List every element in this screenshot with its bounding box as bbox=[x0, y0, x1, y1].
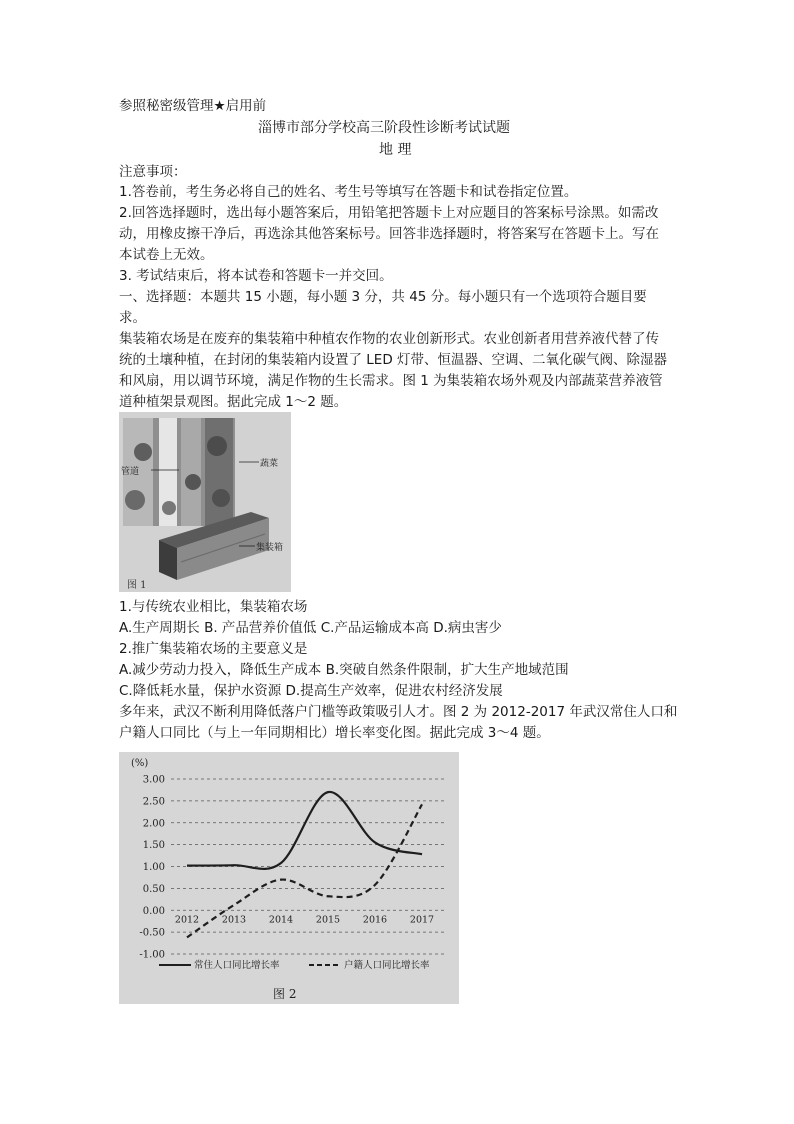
container-farm-illustration bbox=[119, 412, 291, 592]
notice-heading: 注意事项： bbox=[119, 164, 187, 180]
x-tick-label: 2014 bbox=[268, 914, 294, 926]
series-line-resident bbox=[187, 792, 422, 869]
section-heading: 求。 bbox=[119, 310, 146, 326]
y-tick-label: 1.50 bbox=[142, 840, 165, 852]
x-tick-label: 2015 bbox=[315, 914, 341, 926]
figure-2-chart bbox=[119, 752, 459, 1004]
label-pipe: 管道 bbox=[121, 467, 140, 477]
passage-line: 和风扇，用以调节环境，满足作物的生长需求。图 1 为集装箱农场外观及内部蔬菜营养液管 bbox=[119, 373, 663, 389]
x-tick-label: 2017 bbox=[409, 914, 435, 926]
question-1-stem: 1.与传统农业相比，集装箱农场 bbox=[119, 599, 308, 615]
passage-line: 户籍人口同比（与上一年同期相比）增长率变化图。据此完成 3～4 题。 bbox=[119, 725, 550, 741]
notice-line: 动，用橡皮擦干净后，再选涂其他答案标号。回答非选择题时，将答案写在答题卡上。写在 bbox=[119, 226, 659, 242]
y-tick-label: 3.00 bbox=[142, 774, 165, 786]
notice-line: 1.答卷前，考生务必将自己的姓名、考生号等填写在答题卡和试卷指定位置。 bbox=[119, 184, 578, 200]
section-heading: 一、选择题：本题共 15 小题，每小题 3 分，共 45 分。每小题只有一个选项符合题目要 bbox=[119, 289, 647, 305]
x-tick-label: 2016 bbox=[362, 914, 388, 926]
y-tick-label: 2.00 bbox=[142, 818, 165, 830]
notice-line: 2.回答选择题时，选出每小题答案后，用铅笔把答题卡上对应题目的答案标号涂黑。如需改 bbox=[119, 205, 659, 221]
label-container: 集装箱 bbox=[256, 543, 284, 553]
y-tick-label: 2.50 bbox=[142, 796, 165, 808]
confidential-label: 参照秘密级管理★启用前 bbox=[119, 98, 267, 114]
passage-line: 多年来，武汉不断利用降低落户门槛等政策吸引人才。图 2 为 2012-2017 年武汉常住人口和 bbox=[119, 704, 678, 720]
notice-line: 3. 考试结束后，将本试卷和答题卡一并交回。 bbox=[119, 268, 393, 284]
figure-1-container-farm bbox=[119, 412, 291, 592]
figure-1-caption: 图 1 bbox=[127, 580, 147, 591]
y-tick-label: 1.00 bbox=[142, 862, 165, 873]
legend-label-resident: 常住人口同比增长率 bbox=[194, 960, 280, 971]
question-2-options: C.降低耗水量，保护水资源 D.提高生产效率，促进农村经济发展 bbox=[119, 683, 503, 699]
y-tick-label: 0.50 bbox=[142, 883, 165, 895]
label-vegetable: 蔬菜 bbox=[260, 459, 279, 469]
x-tick-label: 2013 bbox=[221, 914, 247, 926]
question-2-options: A.减少劳动力投入，降低生产成本 B.突破自然条件限制，扩大生产地域范围 bbox=[119, 662, 569, 678]
exam-title: 淄博市部分学校高三阶段性诊断考试试题 bbox=[258, 120, 510, 136]
legend-label-registered: 户籍人口同比增长率 bbox=[344, 960, 430, 971]
y-tick-label: -0.50 bbox=[139, 927, 165, 939]
question-2-stem: 2.推广集装箱农场的主要意义是 bbox=[119, 641, 308, 657]
passage-line: 道种植架景观图。据此完成 1～2 题。 bbox=[119, 394, 348, 410]
figure-2-caption: 图 2 bbox=[273, 987, 297, 1001]
subject-title: 地 理 bbox=[379, 142, 412, 158]
passage-line: 集装箱农场是在废弃的集装箱中种植农作物的农业创新形式。农业创新者用营养液代替了传 bbox=[119, 331, 659, 347]
y-tick-label: 0.00 bbox=[142, 905, 165, 917]
question-1-options: A.生产周期长 B. 产品营养价值低 C.产品运输成本高 D.病虫害少 bbox=[119, 620, 502, 636]
passage-line: 统的土壤种植，在封闭的集装箱内设置了 LED 灯带、恒温器、空调、二氧化碳气阀、除湿器 bbox=[119, 352, 668, 368]
y-axis-unit: (%) bbox=[131, 758, 149, 769]
x-tick-label: 2012 bbox=[174, 914, 200, 926]
y-tick-label: -1.00 bbox=[139, 949, 165, 961]
notice-line: 本试卷上无效。 bbox=[119, 247, 214, 263]
population-growth-chart bbox=[119, 752, 459, 1004]
